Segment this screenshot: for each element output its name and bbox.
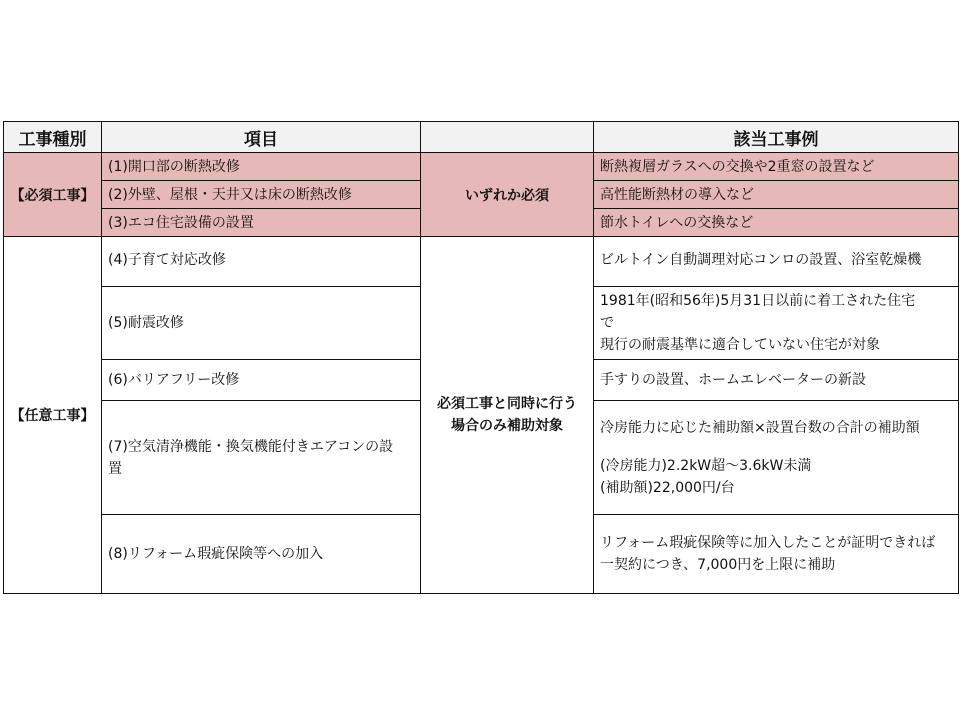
required-example-3: 節水トイレへの交換など [594,209,959,237]
optional-item-7 [102,401,421,515]
optional-example-5 [594,287,959,360]
optional-example-7 [594,401,959,515]
required-item-1: (1)開口部の断熱改修 [102,153,421,181]
spacer [600,439,952,455]
optional-example-8 [594,515,959,594]
example-line: (補助額)22,000円/台 [600,479,735,496]
example-line: 一契約につき、7,000円を上限に補助 [600,557,836,573]
header-category: 工事種別 [4,122,102,153]
required-category-label: 【必須工事】 [4,153,102,237]
header-example: 該当工事例 [594,122,959,153]
example-line: で [600,315,614,331]
optional-category-label: 【任意工事】 [4,237,102,594]
optional-item-6: (6)バリアフリー改修 [102,360,421,401]
required-example-1: 断熱複層ガラスへの交換や2重窓の設置など [594,153,959,181]
header-row [4,122,959,153]
optional-condition-line1: 必須工事と同時に行う [437,396,577,412]
example-line: 現行の耐震基準に適合していない住宅が対象 [600,337,880,353]
table-row [4,237,959,287]
example-line: 冷房能力に応じた補助額×設置台数の合計の補助額 [600,419,920,436]
example-line: (冷房能力)2.2kW超〜3.6kW未満 [600,457,812,474]
optional-example-4: ビルトイン自動調理対応コンロの設置、浴室乾燥機 [594,237,959,287]
required-item-2: (2)外壁、屋根・天井又は床の断熱改修 [102,181,421,209]
item-line: 置 [108,460,122,477]
required-condition: いずれか必須 [421,153,594,237]
header-item: 項目 [102,122,421,153]
example-line: 1981年(昭和56年)5月31日以前に着工された住宅 [600,293,916,309]
optional-example-6: 手すりの設置、ホームエレベーターの新設 [594,360,959,401]
optional-item-8: (8)リフォーム瑕疵保険等への加入 [102,515,421,594]
item-line: (7)空気清浄機能・換気機能付きエアコンの設 [108,438,394,455]
subsidy-table [3,121,959,594]
required-item-3: (3)エコ住宅設備の設置 [102,209,421,237]
required-example-2: 高性能断熱材の導入など [594,181,959,209]
header-blank [421,122,594,153]
table-row [4,153,959,181]
optional-item-5: (5)耐震改修 [102,287,421,360]
example-line: リフォーム瑕疵保険等に加入したことが証明できれば [600,535,936,551]
optional-item-4: (4)子育て対応改修 [102,237,421,287]
optional-condition [421,237,594,594]
optional-condition-line2: 場合のみ補助対象 [451,418,563,434]
